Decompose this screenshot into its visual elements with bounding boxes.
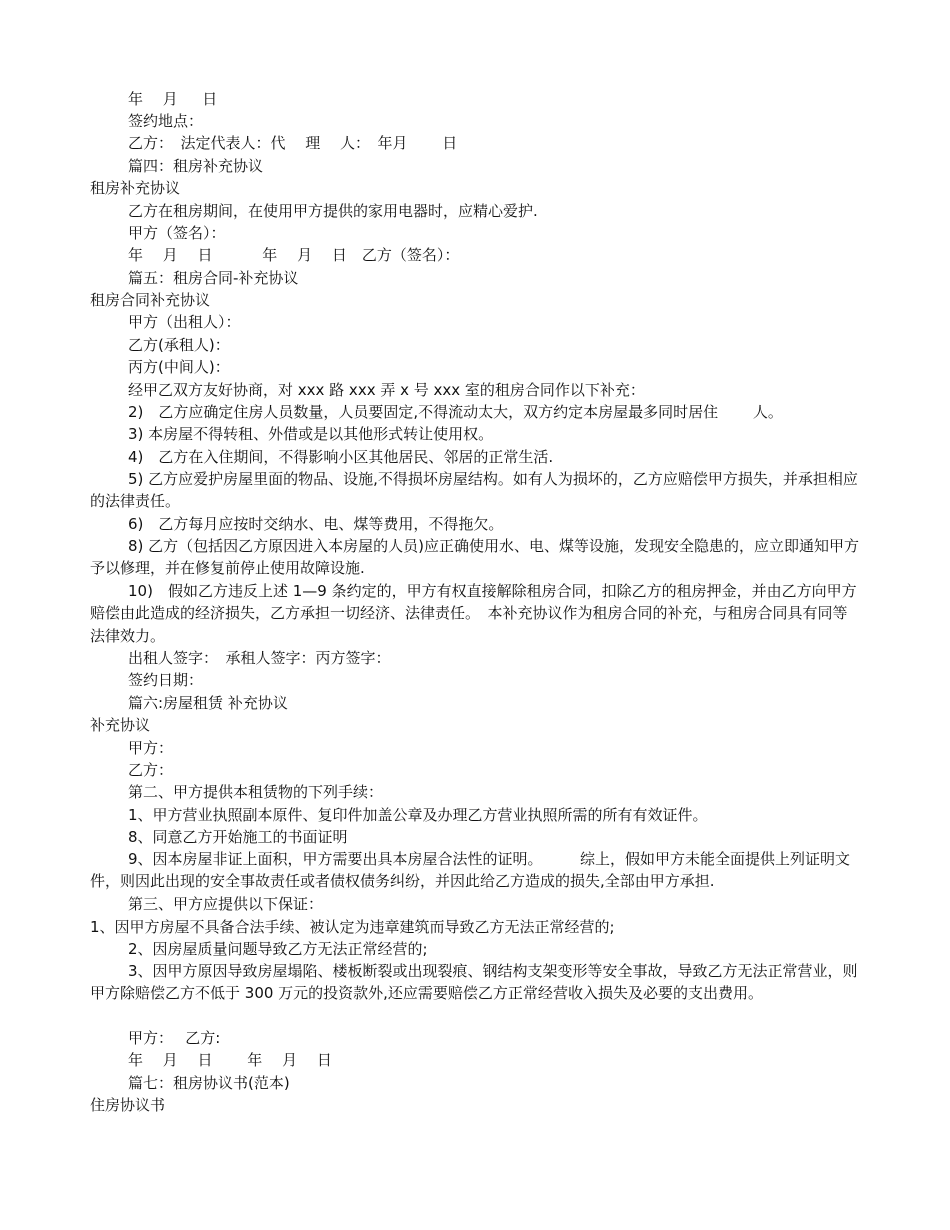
party-b-line: 乙方： 法定代表人：代 理 人： 年月 日 <box>128 134 458 152</box>
clause: 1、因甲方房屋不具备合法手续、被认定为违章建筑而导致乙方无法正常经营的; <box>90 918 615 936</box>
section-heading: 篇五：租房合同-补充协议 <box>128 269 299 287</box>
paragraph: 乙方在租房期间，在使用甲方提供的家用电器时，应精心爱护. <box>128 202 538 220</box>
doc-title: 补充协议 <box>90 716 151 734</box>
clause: 4) 乙方在入住期间，不得影响小区其他居民、邻居的正常生活. <box>128 448 554 466</box>
clause: 6) 乙方每月应按时交纳水、电、煤等费用，不得拖欠。 <box>128 515 504 533</box>
clause: 10) 假如乙方违反上述 1—9 条约定的，甲方有权直接解除租房合同，扣除乙方的租房押金，并由乙方向甲方赔偿由此造成的经济损失，乙方承担一切经济、法律责任。 本补充协议作为租房合同的补充，与租房合同具有同等法律效力。 <box>90 582 857 645</box>
article-heading: 第三、甲方应提供以下保证： <box>128 895 324 913</box>
clause: 8) 乙方（包括因乙方原因进入本房屋的人员)应正确使用水、电、煤等设施，发现安全隐患的，应立即通知甲方予以修理，并在修复前停止使用故障设施. <box>90 537 860 578</box>
section-heading: 篇四：租房补充协议 <box>128 157 264 175</box>
clause: 2、因房屋质量问题导致乙方无法正常经营的; <box>128 940 428 958</box>
signature-line: 甲方（签名）： <box>128 224 226 242</box>
party-line: 丙方(中间人)： <box>128 358 230 376</box>
clause: 2) 乙方应确定住房人员数量，人员要固定,不得流动太大，双方约定本房屋最多同时居住 人。 <box>128 403 783 421</box>
clause: 3、因甲方原因导致房屋塌陷、楼板断裂或出现裂痕、钢结构支架变形等安全事故，导致乙方无法正常营业，则甲方除赔偿乙方不低于 300 万元的投资款外,还应需要赔偿乙方正常经营收入损失及必要的支出费用。 <box>90 962 858 1003</box>
signing-date: 签约日期： <box>128 671 204 689</box>
signing-place: 签约地点： <box>128 112 204 130</box>
date-line: 年 月 日 <box>128 90 218 108</box>
doc-title: 住房协议书 <box>90 1096 166 1114</box>
doc-title: 租房合同补充协议 <box>90 291 211 309</box>
party-line: 甲方（出租人）： <box>128 313 241 331</box>
signature-line: 甲方： 乙方: <box>128 1029 221 1047</box>
date-line: 年 月 日 年 月 日 <box>128 1051 332 1069</box>
date-line: 年 月 日 年 月 日 乙方（签名）： <box>128 246 460 264</box>
party-line: 乙方： <box>128 761 174 779</box>
signature-line: 出租人签字： 承租人签字：丙方签字： <box>128 649 391 667</box>
section-heading: 篇六:房屋租赁 补充协议 <box>128 694 288 712</box>
clause: 5) 乙方应爱护房屋里面的物品、设施,不得损坏房屋结构。如有人为损坏的，乙方应赔偿甲方损失，并承担相应的法律责任。 <box>90 470 858 511</box>
clause: 3) 本房屋不得转租、外借或是以其他形式转让使用权。 <box>128 425 494 443</box>
clause: 8、同意乙方开始施工的书面证明 <box>128 828 348 846</box>
section-heading: 篇七：租房协议书(范本) <box>128 1074 290 1092</box>
article-heading: 第二、甲方提供本租赁物的下列手续： <box>128 783 384 801</box>
paragraph: 经甲乙双方友好协商，对 xxx 路 xxx 弄 x 号 xxx 室的租房合同作以下补充： <box>128 381 645 399</box>
clause: 1、甲方营业执照副本原件、复印件加盖公章及办理乙方营业执照所需的所有有效证件。 <box>128 806 708 824</box>
party-line: 乙方(承租人)： <box>128 336 230 354</box>
party-line: 甲方： <box>128 739 174 757</box>
doc-title: 租房补充协议 <box>90 179 181 197</box>
clause: 9、因本房屋非证上面积，甲方需要出具本房屋合法性的证明。 综上，假如甲方未能全面提供上列证明文件，则因此出现的安全事故责任或者债权债务纠纷，并因此给乙方造成的损失,全部由甲方承担. <box>90 850 851 891</box>
